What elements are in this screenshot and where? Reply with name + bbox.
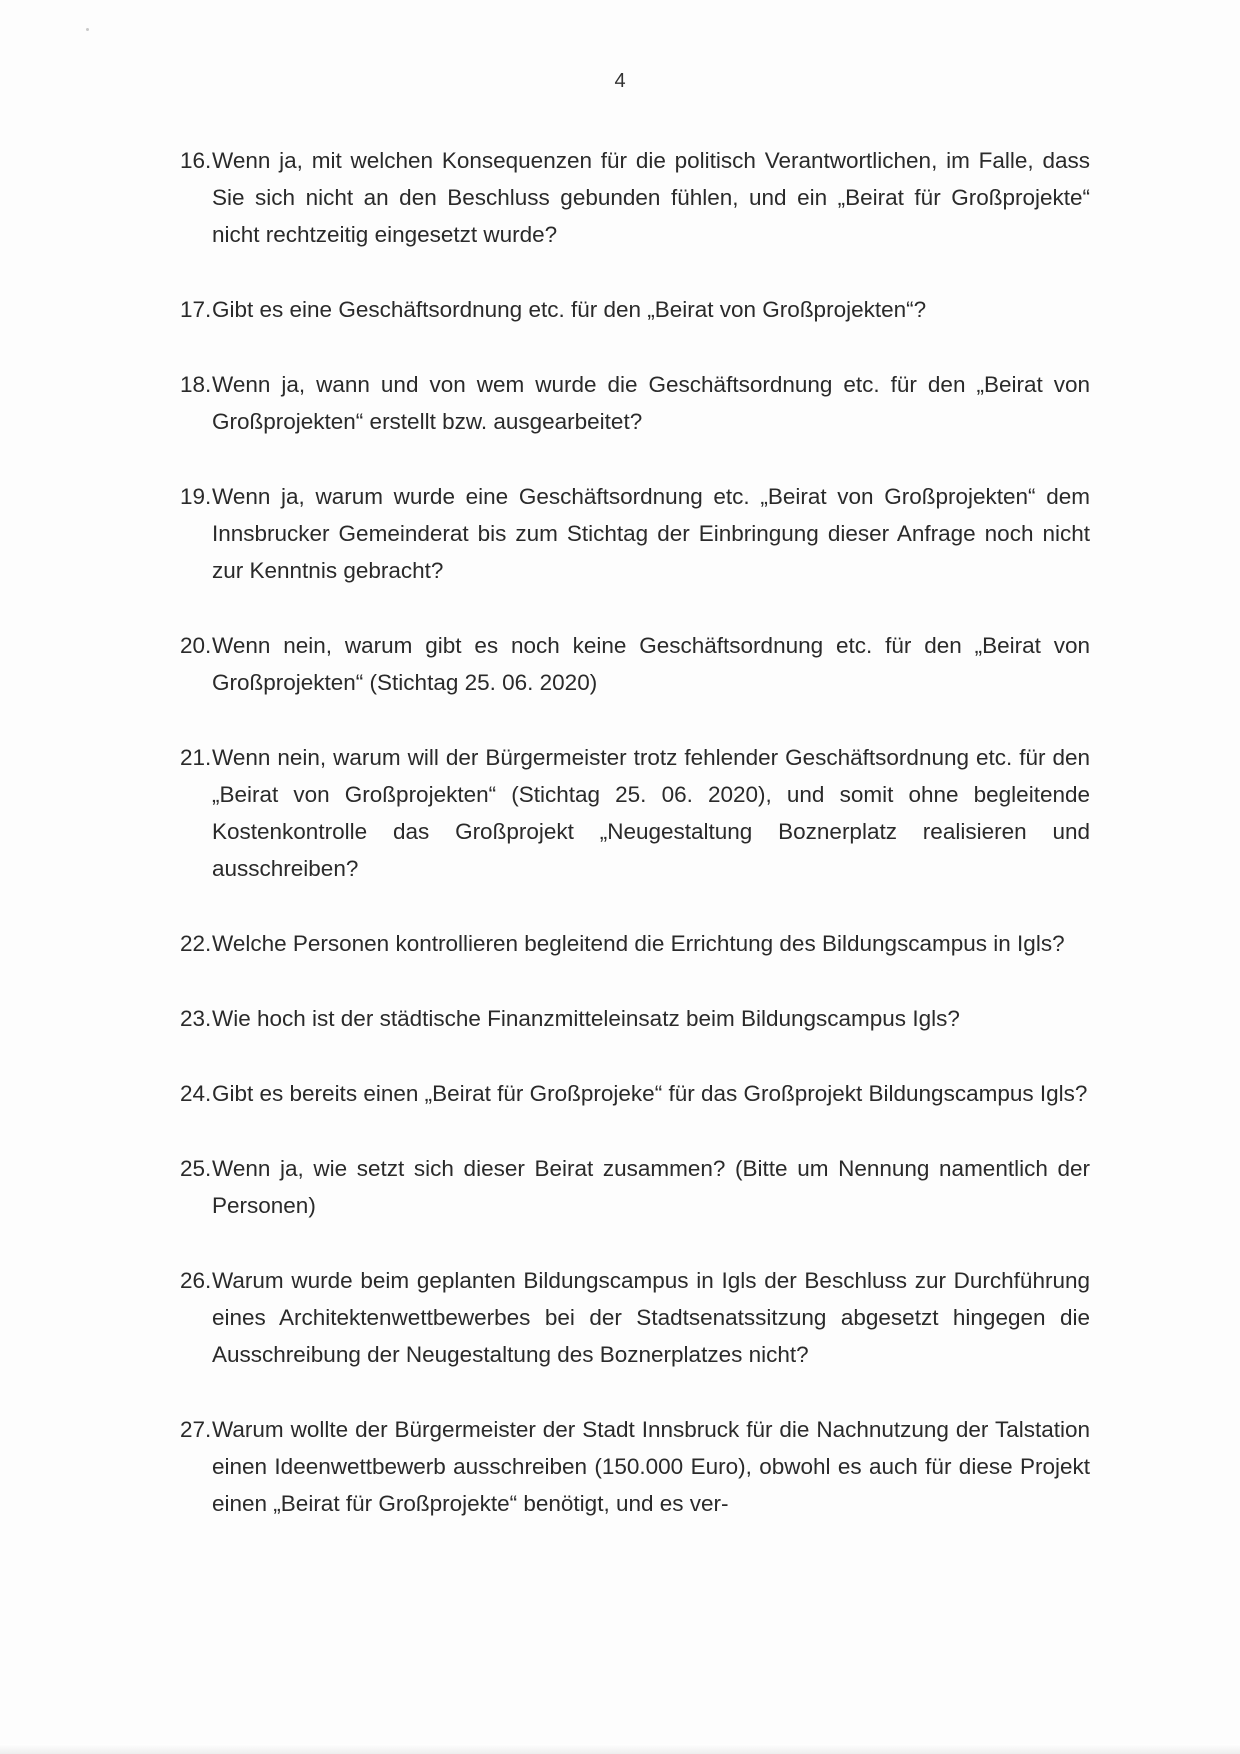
question-text: Wenn ja, mit welchen Konsequenzen für die politisch Verantwortlichen, im Falle, dass Sie sich nicht an den Beschluss gebunden fühlen, und ein „Beirat für Großprojekte“ nicht rechtzeitig eingesetzt wurde?: [212, 148, 1090, 247]
question-text: Wenn ja, wann und von wem wurde die Geschäftsordnung etc. für den „Beirat von Großprojekten“ erstellt bzw. ausgearbeitet?: [212, 372, 1090, 434]
question-item: [180, 1262, 1090, 1373]
question-text: Wenn ja, warum wurde eine Geschäftsordnung etc. „Beirat von Großprojekten“ dem Innsbrucker Gemeinderat bis zum Stichtag der Einbringung dieser Anfrage noch nicht zur Kenntnis gebracht?: [212, 484, 1090, 583]
question-number: 17.: [180, 297, 212, 322]
question-number: 27.: [180, 1417, 212, 1442]
question-text: Wie hoch ist der städtische Finanzmitteleinsatz beim Bildungscampus Igls?: [212, 1006, 960, 1031]
question-number: 25.: [180, 1156, 212, 1181]
question-item: [180, 739, 1090, 887]
question-text: Warum wurde beim geplanten Bildungscampus in Igls der Beschluss zur Durchführung eines Architektenwettbewerbes bei der Stadtsenatssitzung abgesetzt hingegen die Ausschreibung der Neugestaltung des Boznerplatzes nicht?: [212, 1268, 1090, 1367]
question-item: [180, 142, 1090, 253]
question-number: 19.: [180, 484, 212, 509]
question-item: [180, 1075, 1090, 1112]
question-number: 20.: [180, 633, 212, 658]
question-number: 23.: [180, 1006, 212, 1031]
question-number: 16.: [180, 148, 212, 173]
question-item: [180, 366, 1090, 440]
question-text: Gibt es bereits einen „Beirat für Großprojeke“ für das Großprojekt Bildungscampus Igls?: [212, 1081, 1088, 1106]
question-item: [180, 1000, 1090, 1037]
question-list: [180, 142, 1090, 1560]
question-text: Wenn nein, warum gibt es noch keine Geschäftsordnung etc. für den „Beirat von Großprojekten“ (Stichtag 25. 06. 2020): [212, 633, 1090, 695]
page-number: 4: [614, 70, 626, 92]
question-item: [180, 291, 1090, 328]
question-number: 26.: [180, 1268, 212, 1293]
question-item: [180, 1150, 1090, 1224]
scan-speck: [86, 28, 89, 31]
question-item: [180, 478, 1090, 589]
question-text: Wenn ja, wie setzt sich dieser Beirat zusammen? (Bitte um Nennung namentlich der Personen): [212, 1156, 1090, 1218]
question-item: [180, 925, 1090, 962]
scan-bottom-edge: [0, 1744, 1240, 1754]
question-item: [180, 1411, 1090, 1522]
question-number: 22.: [180, 931, 212, 956]
question-number: 24.: [180, 1081, 212, 1106]
question-text: Gibt es eine Geschäftsordnung etc. für den „Beirat von Großprojekten“?: [212, 297, 927, 322]
question-text: Warum wollte der Bürgermeister der Stadt Innsbruck für die Nachnutzung der Talstation einen Ideenwettbewerb ausschreiben (150.000 Euro), obwohl es auch für diese Projekt einen „Beirat für Großprojekte“ benötigt, und es ver-: [212, 1417, 1090, 1516]
question-number: 18.: [180, 372, 212, 397]
question-number: 21.: [180, 745, 212, 770]
question-item: [180, 627, 1090, 701]
question-text: Wenn nein, warum will der Bürgermeister trotz fehlender Geschäftsordnung etc. für den „Beirat von Großprojekten“ (Stichtag 25. 06. 2020), und somit ohne begleitende Kostenkontrolle das Großprojekt „Neugestaltung Boznerplatz realisieren und ausschreiben?: [212, 745, 1090, 881]
question-text: Welche Personen kontrollieren begleitend die Errichtung des Bildungscampus in Igls?: [212, 931, 1065, 956]
